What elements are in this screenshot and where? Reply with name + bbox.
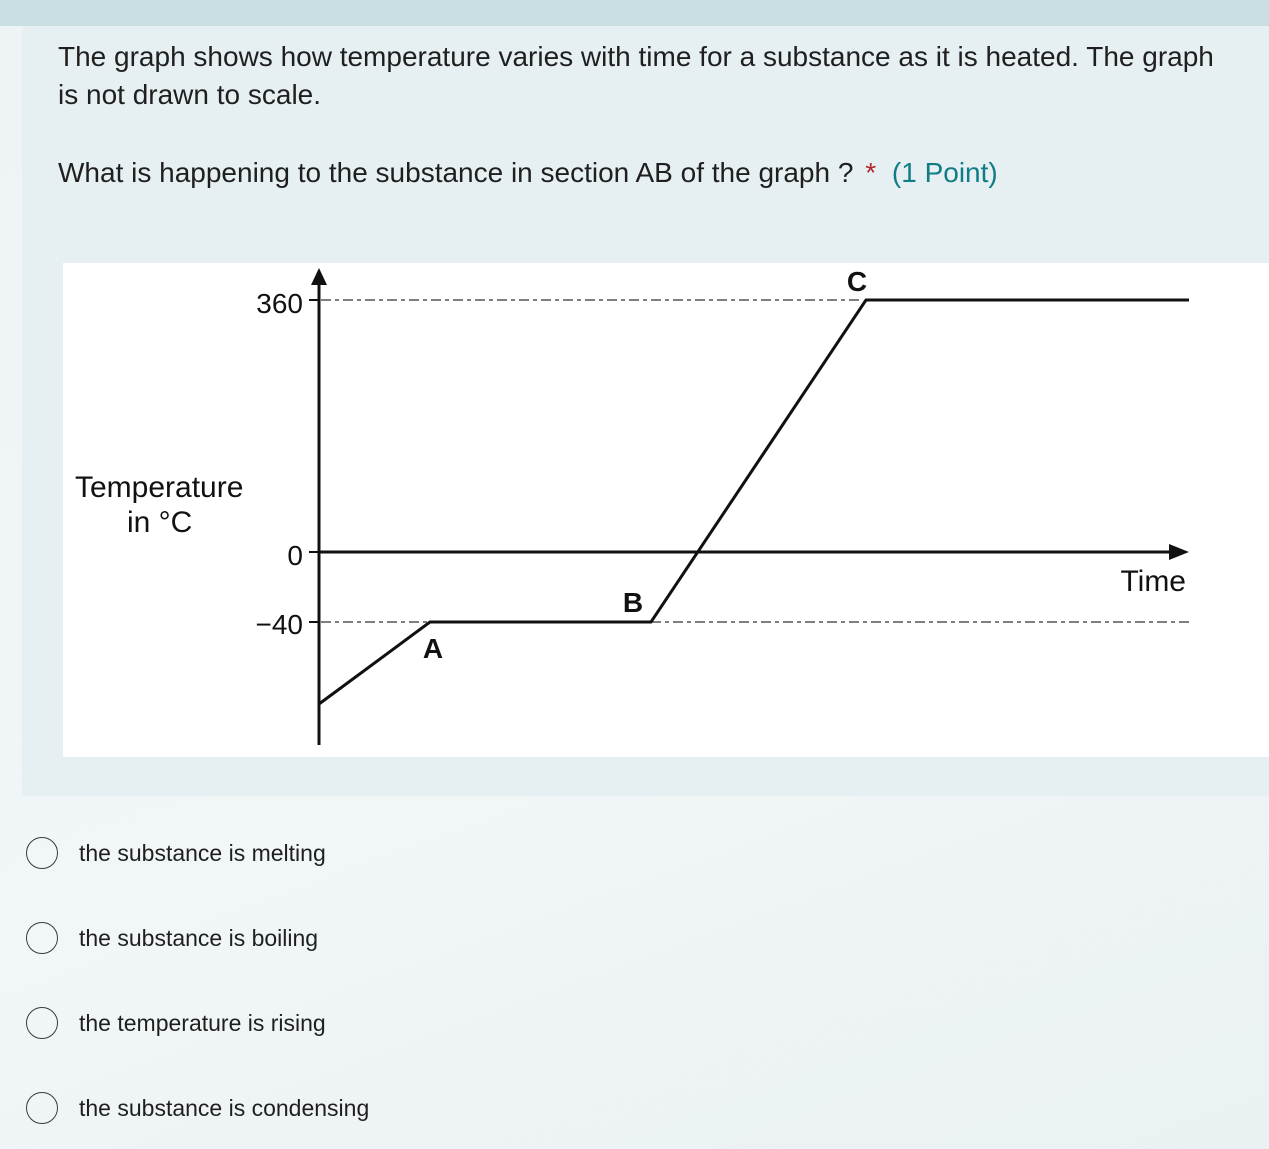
y-axis-label-line-1: Temperature [75,471,244,504]
question-points: (1 Point) [891,157,998,188]
option-label: the substance is boiling [79,924,319,951]
question-prompt-text: What is happening to the substance in section AB of the graph ? [58,157,854,188]
heating-curve-svg [63,263,1269,757]
question-intro-line-2: is not drawn to scale. [58,79,322,110]
option-melting[interactable] [26,833,326,873]
point-label-b: B [622,587,644,618]
point-label-a: A [422,633,444,664]
y-axis-arrow [311,268,327,285]
heating-curve-line [319,300,1189,704]
tick-label-360: 360 [256,288,303,319]
x-axis-label: Time [1120,565,1186,598]
tick-label-0: 0 [287,540,303,571]
question-intro-line-1: The graph shows how temperature varies with time for a substance as it is heated. The graph [58,41,1214,72]
question-intro [58,38,1269,114]
option-label: the substance is condensing [79,1094,370,1121]
radio-button[interactable] [26,837,58,869]
required-marker: * [865,157,877,188]
top-strip [0,0,1269,26]
question-prompt [58,154,998,192]
option-label: the temperature is rising [79,1009,326,1036]
option-boiling[interactable] [26,918,318,958]
heating-curve-figure [63,263,1269,757]
point-label-c: C [846,266,868,297]
tick-label-minus40: −40 [255,609,303,640]
option-condensing[interactable] [26,1088,369,1128]
radio-button[interactable] [26,922,58,954]
radio-button[interactable] [26,1007,58,1039]
option-temperature-rising[interactable] [26,1003,326,1043]
y-axis-label-line-2: in °C [127,506,193,539]
x-axis-arrow [1169,544,1189,560]
option-label: the substance is melting [79,839,326,866]
radio-button[interactable] [26,1092,58,1124]
